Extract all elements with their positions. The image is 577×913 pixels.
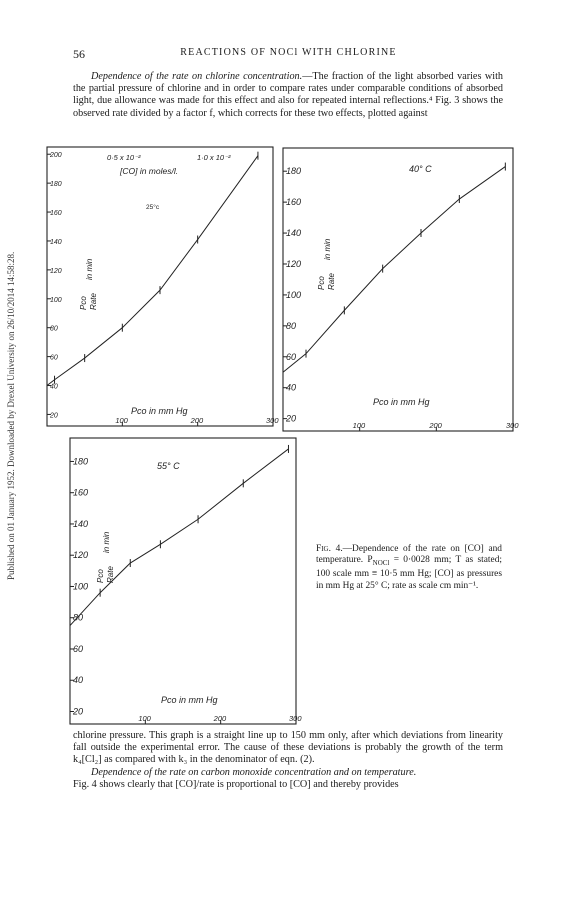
panel-55c-temp: 55° C bbox=[157, 461, 180, 471]
panel-40c-ylabel-top: Pco bbox=[317, 276, 326, 290]
publication-notice: Published on 01 January 1952. Downloaded by Drexel University on 26/10/2014 14:58:28. bbox=[6, 251, 16, 580]
y-tick-label: 160 bbox=[50, 210, 62, 218]
running-title: REACTIONS OF NOCl WITH CHLORINE bbox=[180, 47, 397, 58]
x-tick-label: 100 bbox=[115, 416, 128, 425]
y-tick-label: 40 bbox=[286, 382, 297, 393]
y-tick-label: 100 bbox=[73, 581, 89, 592]
panel-25c-xlabel: Pco in mm Hg bbox=[131, 406, 188, 416]
y-tick-label: 200 bbox=[50, 152, 62, 160]
panel-25c-conc-label: [CO] in moles/l. bbox=[120, 166, 179, 176]
y-tick-label: 100 bbox=[286, 289, 302, 300]
y-tick-label: 180 bbox=[73, 456, 89, 467]
bottom-paragraph bbox=[73, 730, 503, 791]
y-tick-label: 120 bbox=[286, 258, 302, 269]
y-tick-label: 60 bbox=[73, 643, 84, 654]
panel-55c-ylabel-top: Pco bbox=[96, 569, 105, 583]
y-tick-label: 180 bbox=[50, 181, 62, 189]
y-tick-label: 80 bbox=[286, 320, 297, 331]
panel-25c-ylabel-top: Pco bbox=[79, 296, 88, 310]
figure-caption bbox=[316, 544, 502, 592]
panel-25c-scale-2: 1·0 x 10⁻² bbox=[197, 153, 231, 162]
x-tick-label: 200 bbox=[213, 714, 227, 723]
series-line bbox=[283, 167, 505, 373]
y-tick-label: 100 bbox=[50, 296, 62, 304]
y-tick-label: 60 bbox=[286, 351, 297, 362]
y-tick-label: 60 bbox=[50, 354, 58, 362]
panel-40c-temp: 40° C bbox=[409, 164, 432, 174]
y-tick-label: 160 bbox=[73, 487, 89, 498]
panel-55c bbox=[70, 438, 302, 724]
x-tick-label: 100 bbox=[138, 714, 151, 723]
page-number: 56 bbox=[73, 47, 85, 61]
x-tick-label: 300 bbox=[266, 416, 279, 425]
caption-subscript: NOCl bbox=[372, 559, 390, 568]
x-tick-label: 200 bbox=[190, 416, 204, 425]
section-heading-chlorine: Dependence of the rate on chlorine concentration. bbox=[91, 71, 303, 82]
top-paragraph-body: —The fraction of the light absorbed varies with the partial pressure of chlorine and in order to compare rates under comparable conditions of absorbed light, due allowance was made for this effect and also for repeated internal reflections.⁴ Fig. 3 shows the observed rate divided by a factor f, which corrects for these two effects, plotted against bbox=[73, 71, 504, 119]
y-tick-label: 80 bbox=[50, 325, 58, 333]
caption-text: —Dependence of the rate on [CO] and temperature. P bbox=[316, 544, 502, 566]
series-line bbox=[47, 156, 258, 386]
y-tick-label: 140 bbox=[73, 518, 89, 529]
y-tick-label: 140 bbox=[50, 238, 62, 246]
caption-label: Fig. 4. bbox=[316, 544, 343, 554]
y-tick-label: 140 bbox=[286, 228, 302, 239]
y-tick-label: 120 bbox=[73, 550, 89, 561]
y-tick-label: 80 bbox=[73, 612, 84, 623]
y-tick-label: 120 bbox=[50, 267, 62, 275]
panel-55c-xlabel: Pco in mm Hg bbox=[161, 695, 218, 705]
y-tick-label: 20 bbox=[286, 413, 297, 424]
x-tick-label: 100 bbox=[352, 421, 366, 430]
panel-40c-ylabel-unit: in min bbox=[323, 238, 332, 260]
x-tick-label: 200 bbox=[429, 421, 442, 430]
panel-40c-xlabel: Pco in mm Hg bbox=[373, 397, 430, 407]
panel-25c bbox=[47, 147, 279, 426]
y-tick-label: 20 bbox=[73, 706, 84, 717]
caption-text-2: = 0·0028 mm; T as stated; 100 scale mm ≡ 10·5 mm Hg; [CO] as pressures in mm Hg at 25° C; rate as scale cm min⁻¹. bbox=[316, 555, 502, 591]
panel-25c-scale-1: 0·5 x 10⁻² bbox=[107, 153, 141, 162]
y-tick-label: 160 bbox=[286, 197, 302, 208]
panel-55c-ylabel-bottom: Rate bbox=[106, 566, 115, 583]
y-tick-label: 180 bbox=[286, 166, 302, 177]
y-tick-label: 20 bbox=[50, 412, 58, 420]
bottom-paragraph-body: chlorine pressure. This graph is a straight line up to 150 mm only, after which deviations from linearity fall outside the experimental error. The cause of these deviations is probably the growth of the term k₄[Cl₂] as compared with k₃ in the denominator of eqn. (2). bbox=[73, 730, 503, 766]
x-tick-label: 300 bbox=[506, 421, 519, 430]
panel-55c-ylabel-unit: in min bbox=[102, 531, 111, 553]
y-tick-label: 40 bbox=[50, 383, 58, 391]
y-tick-label: 40 bbox=[73, 675, 84, 686]
panel-25c-ylabel-unit: in min bbox=[85, 258, 94, 280]
x-tick-label: 300 bbox=[289, 714, 302, 723]
panel-40c bbox=[283, 148, 519, 431]
section-heading-co: Dependence of the rate on carbon monoxide concentration and on temperature. bbox=[91, 766, 417, 778]
panel-40c-ylabel-bottom: Rate bbox=[327, 273, 336, 290]
panel-25c-ylabel-bottom: Rate bbox=[89, 293, 98, 310]
bottom-paragraph-line2: Fig. 4 shows clearly that [CO]/rate is proportional to [CO] and thereby provides bbox=[73, 778, 399, 790]
panel-25c-temp: 25°c bbox=[146, 204, 160, 211]
